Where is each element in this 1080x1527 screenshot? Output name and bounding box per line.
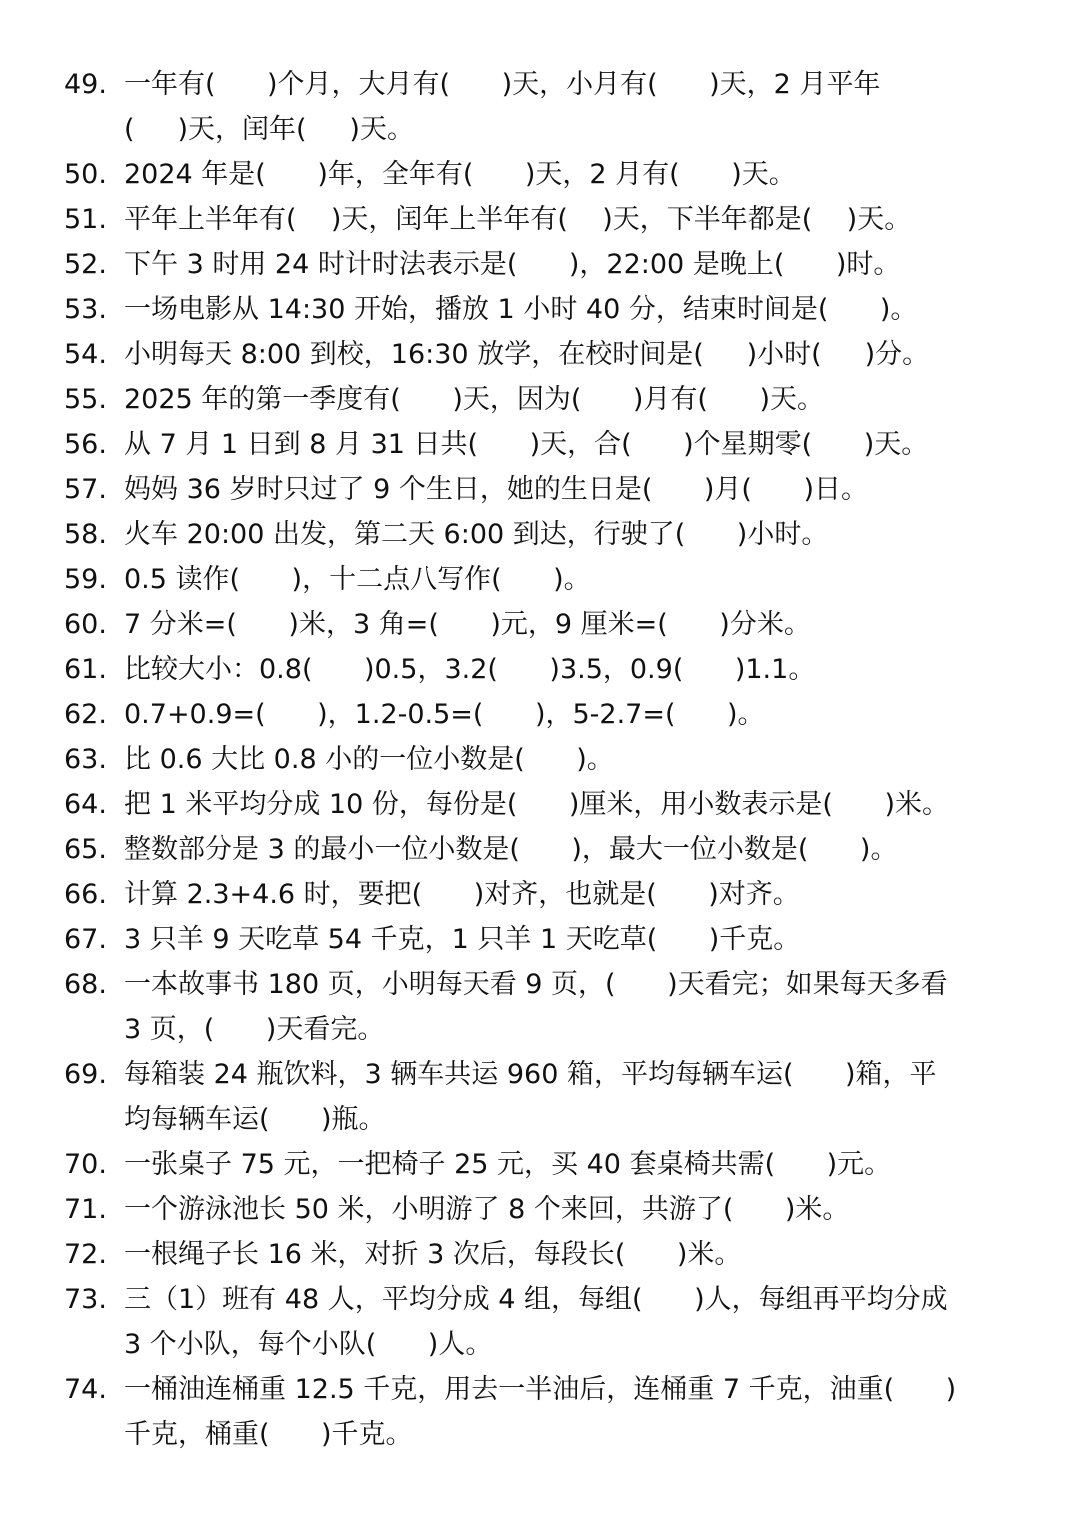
question-text-line: 小明每天 8:00 到校，16:30 放学，在校时间是( )小时( )分。 (124, 339, 930, 370)
question-item (64, 242, 1024, 287)
question-text-line: 0.5 读作( )，十二点八写作( )。 (124, 564, 591, 595)
question-item (64, 1187, 1024, 1232)
question-number: 58. (64, 519, 107, 550)
question-text-line: 7 分米=( )米，3 角=( )元，9 厘米=( )分米。 (124, 609, 811, 640)
question-text-line: 下午 3 时用 24 时计时法表示是( )，22:00 是晚上( )时。 (124, 249, 901, 280)
question-text-line: 0.7+0.9=( )，1.2-0.5=( )，5-2.7=( )。 (124, 699, 765, 730)
question-text-line: 一根绳子长 16 米，对折 3 次后，每段长( )米。 (124, 1239, 742, 1270)
question-item (64, 422, 1024, 467)
question-text-line: 从 7 月 1 日到 8 月 31 日共( )天，合( )个星期零( )天。 (124, 429, 929, 460)
question-text-line: 比 0.6 大比 0.8 小的一位小数是( )。 (124, 744, 614, 775)
question-number: 61. (64, 654, 107, 685)
question-item (64, 287, 1024, 332)
question-number: 69. (64, 1059, 107, 1090)
question-item (64, 377, 1024, 422)
question-item (64, 512, 1024, 557)
question-number: 64. (64, 789, 107, 820)
question-number: 56. (64, 429, 107, 460)
question-text-line: 一桶油连桶重 12.5 千克，用去一半油后，连桶重 7 千克，油重( ) (124, 1374, 957, 1405)
question-item (64, 647, 1024, 692)
question-number: 65. (64, 834, 107, 865)
question-number: 67. (64, 924, 107, 955)
question-item (64, 1142, 1024, 1187)
question-text-line: 火车 20:00 出发，第二天 6:00 到达，行驶了( )小时。 (124, 519, 829, 550)
question-text-line: 3 个小队，每个小队( )人。 (124, 1329, 493, 1360)
question-number: 66. (64, 879, 107, 910)
question-item (64, 197, 1024, 242)
question-number: 72. (64, 1239, 107, 1270)
question-item (64, 1367, 1024, 1457)
question-item (64, 782, 1024, 827)
question-number: 53. (64, 294, 107, 325)
question-text-line: 均每辆车运( )瓶。 (124, 1104, 386, 1135)
question-number: 57. (64, 474, 107, 505)
question-number: 59. (64, 564, 107, 595)
question-number: 62. (64, 699, 107, 730)
question-item (64, 1052, 1024, 1142)
question-item (64, 692, 1024, 737)
question-item (64, 62, 1024, 152)
question-number: 50. (64, 159, 107, 190)
question-number: 73. (64, 1284, 107, 1315)
question-text-line: 一场电影从 14:30 开始，播放 1 小时 40 分，结束时间是( )。 (124, 294, 918, 325)
question-item (64, 917, 1024, 962)
question-text-line: 整数部分是 3 的最小一位小数是( )，最大一位小数是( )。 (124, 834, 898, 865)
question-text-line: 一个游泳池长 50 米，小明游了 8 个来回，共游了( )米。 (124, 1194, 850, 1225)
question-item (64, 962, 1024, 1052)
question-item (64, 827, 1024, 872)
question-item (64, 737, 1024, 782)
question-text-line: 把 1 米平均分成 10 份，每份是( )厘米，用小数表示是( )米。 (124, 789, 949, 820)
question-text-line: 3 页，( )天看完。 (124, 1014, 385, 1045)
question-item (64, 332, 1024, 377)
question-item (64, 557, 1024, 602)
question-number: 55. (64, 384, 107, 415)
question-item (64, 1232, 1024, 1277)
question-number: 71. (64, 1194, 107, 1225)
question-text-line: 一本故事书 180 页，小明每天看 9 页，( )天看完；如果每天多看 (124, 969, 948, 1000)
question-item (64, 467, 1024, 512)
question-text-line: 计算 2.3+4.6 时，要把( )对齐，也就是( )对齐。 (124, 879, 800, 910)
question-number: 52. (64, 249, 107, 280)
question-number: 49. (64, 69, 107, 100)
question-text-line: 千克，桶重( )千克。 (124, 1419, 413, 1450)
question-text-line: 三（1）班有 48 人，平均分成 4 组，每组( )人，每组再平均分成 (124, 1284, 948, 1315)
question-number: 70. (64, 1149, 107, 1180)
question-text-line: 2025 年的第一季度有( )天，因为( )月有( )天。 (124, 384, 824, 415)
question-item (64, 602, 1024, 647)
question-text-line: 妈妈 36 岁时只过了 9 个生日，她的生日是( )月( )日。 (124, 474, 868, 505)
question-text-line: ( )天，闰年( )天。 (124, 114, 414, 145)
question-number: 54. (64, 339, 107, 370)
question-text-line: 2024 年是( )年，全年有( )天，2 月有( )天。 (124, 159, 796, 190)
question-number: 60. (64, 609, 107, 640)
question-item (64, 152, 1024, 197)
question-text-line: 一年有( )个月，大月有( )天，小月有( )天，2 月平年 (124, 69, 881, 100)
question-number: 68. (64, 969, 107, 1000)
question-text-line: 比较大小：0.8( )0.5，3.2( )3.5，0.9( )1.1。 (124, 654, 816, 685)
question-number: 74. (64, 1374, 107, 1405)
question-item (64, 872, 1024, 917)
question-number: 63. (64, 744, 107, 775)
question-text-line: 平年上半年有( )天，闰年上半年有( )天，下半年都是( )天。 (124, 204, 912, 235)
question-text-line: 3 只羊 9 天吃草 54 千克，1 只羊 1 天吃草( )千克。 (124, 924, 801, 955)
question-number: 51. (64, 204, 107, 235)
question-text-line: 每箱装 24 瓶饮料，3 辆车共运 960 箱，平均每辆车运( )箱，平 (124, 1059, 937, 1090)
question-item (64, 1277, 1024, 1367)
question-text-line: 一张桌子 75 元，一把椅子 25 元，买 40 套桌椅共需( )元。 (124, 1149, 892, 1180)
